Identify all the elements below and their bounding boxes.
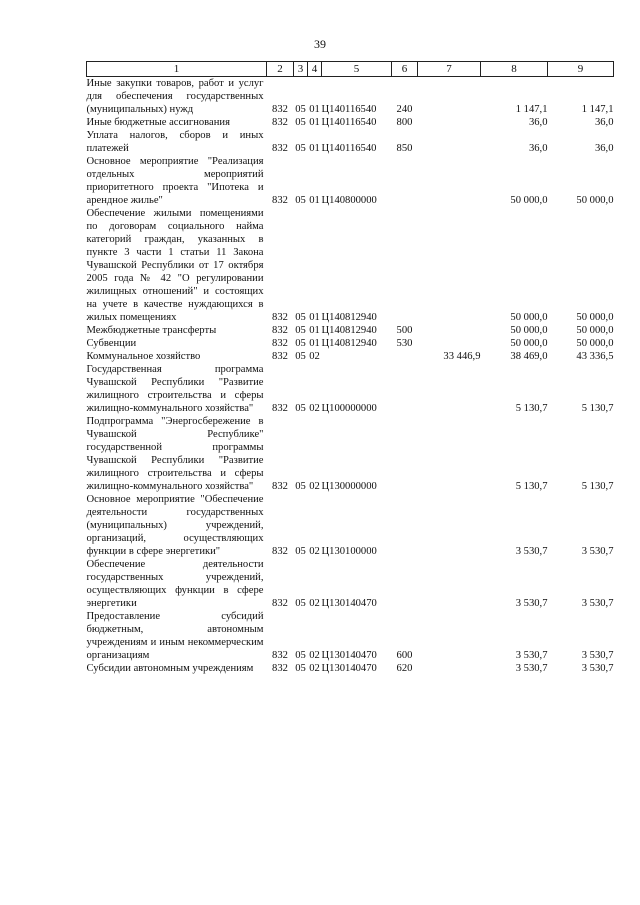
section-code: 05: [295, 663, 306, 674]
header-col-3: 3: [294, 62, 308, 77]
amount-col-9: 43 336,5: [576, 351, 614, 362]
amount-col-9: 3 530,7: [581, 598, 614, 609]
subsection-code: 01: [309, 195, 320, 206]
subsection-code: 01: [309, 325, 320, 336]
table-row: [87, 415, 614, 493]
amount-col-8: 3 530,7: [515, 546, 548, 557]
amount-col-7: [418, 363, 481, 415]
section-code: 05: [295, 403, 306, 414]
amount-col-9: 50 000,0: [576, 338, 614, 349]
section-code: 05: [295, 481, 306, 492]
subsection-code: 02: [309, 663, 320, 674]
amount-col-8: 5 130,7: [515, 481, 548, 492]
ministry-code: 832: [272, 143, 288, 154]
amount-col-8: 50 000,0: [510, 338, 548, 349]
ministry-code: 832: [272, 546, 288, 557]
amount-col-9: 3 530,7: [581, 650, 614, 661]
subsection-code: 01: [309, 338, 320, 349]
target-article-code: Ц140812940: [321, 325, 377, 336]
amount-col-7: [418, 129, 481, 155]
expense-type-code: [392, 207, 418, 324]
amount-col-8: 36,0: [528, 143, 548, 154]
amount-col-8: 50 000,0: [510, 312, 548, 323]
expense-name: Межбюджетные трансферты: [86, 325, 217, 336]
expense-name: Подпрограмма "Энергосбережение в Чувашской Республике" государственной программы Чувашской Республики "Развитие жилищного строительства и сферы жилищно-коммунального хозяйства": [86, 416, 264, 492]
expense-name: Предоставление субсидий бюджетным, автономным учреждениям и иным некоммерческим организациям: [86, 611, 264, 661]
expense-type-code: 500: [396, 325, 413, 336]
table-row: [87, 116, 614, 129]
target-article-code: Ц100000000: [321, 403, 377, 414]
amount-col-8: 3 530,7: [515, 663, 548, 674]
header-col-2: 2: [267, 62, 294, 77]
expense-type-code: [392, 155, 418, 207]
expense-name: Иные закупки товаров, работ и услуг для обеспечения государственных (муниципальных) нужд: [86, 78, 264, 115]
expense-type-code: [392, 415, 418, 493]
target-article-code: Ц130100000: [321, 546, 377, 557]
expense-name: Основное мероприятие "Реализация отдельных мероприятий приоритетного проекта "Ипотека и арендное жилье": [86, 156, 264, 206]
amount-col-7: 33 446,9: [443, 351, 481, 362]
amount-col-7: [418, 610, 481, 662]
target-article-code: Ц140812940: [321, 312, 377, 323]
expense-name: Субвенции: [86, 338, 137, 349]
table-row: [87, 337, 614, 350]
amount-col-8: 36,0: [528, 117, 548, 128]
expense-name: Основное мероприятие "Обеспечение деятельности государственных (муниципальных) учреждений, организаций, осуществляющих функции в сфере энергетики": [86, 494, 264, 557]
ministry-code: 832: [272, 312, 288, 323]
page-number: 39: [314, 37, 326, 51]
expense-name: Обеспечение деятельности государственных учреждений, осуществляющих функции в сфере энергетики: [86, 559, 264, 609]
amount-col-7: [418, 77, 481, 117]
table-row: [87, 324, 614, 337]
table-row: [87, 350, 614, 363]
target-article-code: [322, 350, 392, 363]
amount-col-8: 5 130,7: [515, 403, 548, 414]
expense-type-code: 240: [396, 104, 413, 115]
expense-type-code: 800: [396, 117, 413, 128]
amount-col-9: 5 130,7: [581, 481, 614, 492]
target-article-code: Ц130140470: [321, 650, 377, 661]
amount-col-7: [418, 558, 481, 610]
amount-col-9: 3 530,7: [581, 546, 614, 557]
subsection-code: 02: [309, 403, 320, 414]
amount-col-8: 3 530,7: [515, 650, 548, 661]
subsection-code: 02: [309, 546, 320, 557]
expense-type-code: [392, 558, 418, 610]
section-code: 05: [295, 338, 306, 349]
amount-col-8: 50 000,0: [510, 195, 548, 206]
amount-col-7: [418, 662, 481, 675]
amount-col-7: [418, 155, 481, 207]
header-col-5: 5: [322, 62, 392, 77]
ministry-code: 832: [272, 481, 288, 492]
table-row: [87, 207, 614, 324]
ministry-code: 832: [272, 195, 288, 206]
subsection-code: 01: [309, 104, 320, 115]
amount-col-7: [418, 493, 481, 558]
amount-col-7: [418, 207, 481, 324]
ministry-code: 832: [272, 104, 288, 115]
section-code: 05: [295, 598, 306, 609]
expense-type-code: 530: [396, 338, 413, 349]
table-row: [87, 610, 614, 662]
table-row: [87, 558, 614, 610]
expense-type-code: [392, 350, 418, 363]
ministry-code: 832: [272, 650, 288, 661]
amount-col-9: 36,0: [594, 143, 614, 154]
table-body: [87, 77, 614, 676]
table-row: [87, 155, 614, 207]
amount-col-9: 5 130,7: [581, 403, 614, 414]
ministry-code: 832: [272, 338, 288, 349]
header-col-7: 7: [418, 62, 481, 77]
table-row: [87, 662, 614, 675]
ministry-code: 832: [272, 117, 288, 128]
amount-col-9: 3 530,7: [581, 663, 614, 674]
expense-name: Иные бюджетные ассигнования: [86, 117, 230, 128]
header-col-9: 9: [548, 62, 614, 77]
header-col-8: 8: [481, 62, 548, 77]
amount-col-7: [418, 324, 481, 337]
target-article-code: Ц140812940: [321, 338, 377, 349]
amount-col-8: 38 469,0: [510, 351, 548, 362]
expense-type-code: 600: [396, 650, 413, 661]
ministry-code: 832: [272, 598, 288, 609]
amount-col-8: 50 000,0: [510, 325, 548, 336]
ministry-code: 832: [272, 325, 288, 336]
budget-table: [86, 61, 614, 675]
amount-col-9: 1 147,1: [581, 104, 614, 115]
header-col-1: 1: [87, 62, 267, 77]
ministry-code: 832: [272, 403, 288, 414]
section-code: 05: [295, 195, 306, 206]
expense-type-code: [392, 363, 418, 415]
section-code: 05: [295, 143, 306, 154]
table-header: [87, 62, 614, 77]
ministry-code: 832: [272, 351, 288, 362]
table-row: [87, 129, 614, 155]
table-row: [87, 493, 614, 558]
target-article-code: Ц140800000: [321, 195, 377, 206]
target-article-code: Ц130140470: [321, 663, 377, 674]
subsection-code: 02: [309, 481, 320, 492]
amount-col-9: 50 000,0: [576, 195, 614, 206]
subsection-code: 01: [309, 117, 320, 128]
amount-col-8: 3 530,7: [515, 598, 548, 609]
section-code: 05: [295, 104, 306, 115]
expense-name: Государственная программа Чувашской Республики "Развитие жилищного строительства и сферы жилищно-коммунального хозяйства": [86, 364, 264, 414]
amount-col-8: 1 147,1: [515, 104, 548, 115]
section-code: 05: [295, 546, 306, 557]
subsection-code: 02: [309, 351, 320, 362]
target-article-code: Ц140116540: [321, 117, 377, 128]
amount-col-7: [418, 116, 481, 129]
header-col-4: 4: [308, 62, 322, 77]
table-row: [87, 77, 614, 117]
target-article-code: Ц130000000: [321, 481, 377, 492]
amount-col-7: [418, 337, 481, 350]
subsection-code: 01: [309, 312, 320, 323]
target-article-code: Ц140116540: [321, 104, 377, 115]
expense-type-code: [392, 493, 418, 558]
amount-col-7: [418, 415, 481, 493]
subsection-code: 02: [309, 650, 320, 661]
subsection-code: 01: [309, 143, 320, 154]
amount-col-9: 36,0: [594, 117, 614, 128]
expense-name: Коммунальное хозяйство: [86, 351, 201, 362]
table-row: [87, 363, 614, 415]
expense-name: Уплата налогов, сборов и иных платежей: [86, 130, 264, 154]
amount-col-9: 50 000,0: [576, 312, 614, 323]
expense-name: Субсидии автономным учреждениям: [86, 663, 254, 674]
header-row: [87, 62, 614, 77]
target-article-code: Ц140116540: [321, 143, 377, 154]
section-code: 05: [295, 650, 306, 661]
target-article-code: Ц130140470: [321, 598, 377, 609]
ministry-code: 832: [272, 663, 288, 674]
expense-type-code: 620: [396, 663, 413, 674]
section-code: 05: [295, 312, 306, 323]
section-code: 05: [295, 325, 306, 336]
section-code: 05: [295, 351, 306, 362]
header-col-6: 6: [392, 62, 418, 77]
section-code: 05: [295, 117, 306, 128]
amount-col-9: 50 000,0: [576, 325, 614, 336]
subsection-code: 02: [309, 598, 320, 609]
expense-type-code: 850: [396, 143, 413, 154]
expense-name: Обеспечение жилыми помещениями по договорам социального найма категорий граждан, указанных в пункте 3 части 1 статьи 11 Закона Чувашской Республики от 17 октября 2005 года № 42 "О регулировании жилищных отношений" и состоящих на учете в качестве нуждающихся в жилых помещениях: [86, 208, 264, 323]
